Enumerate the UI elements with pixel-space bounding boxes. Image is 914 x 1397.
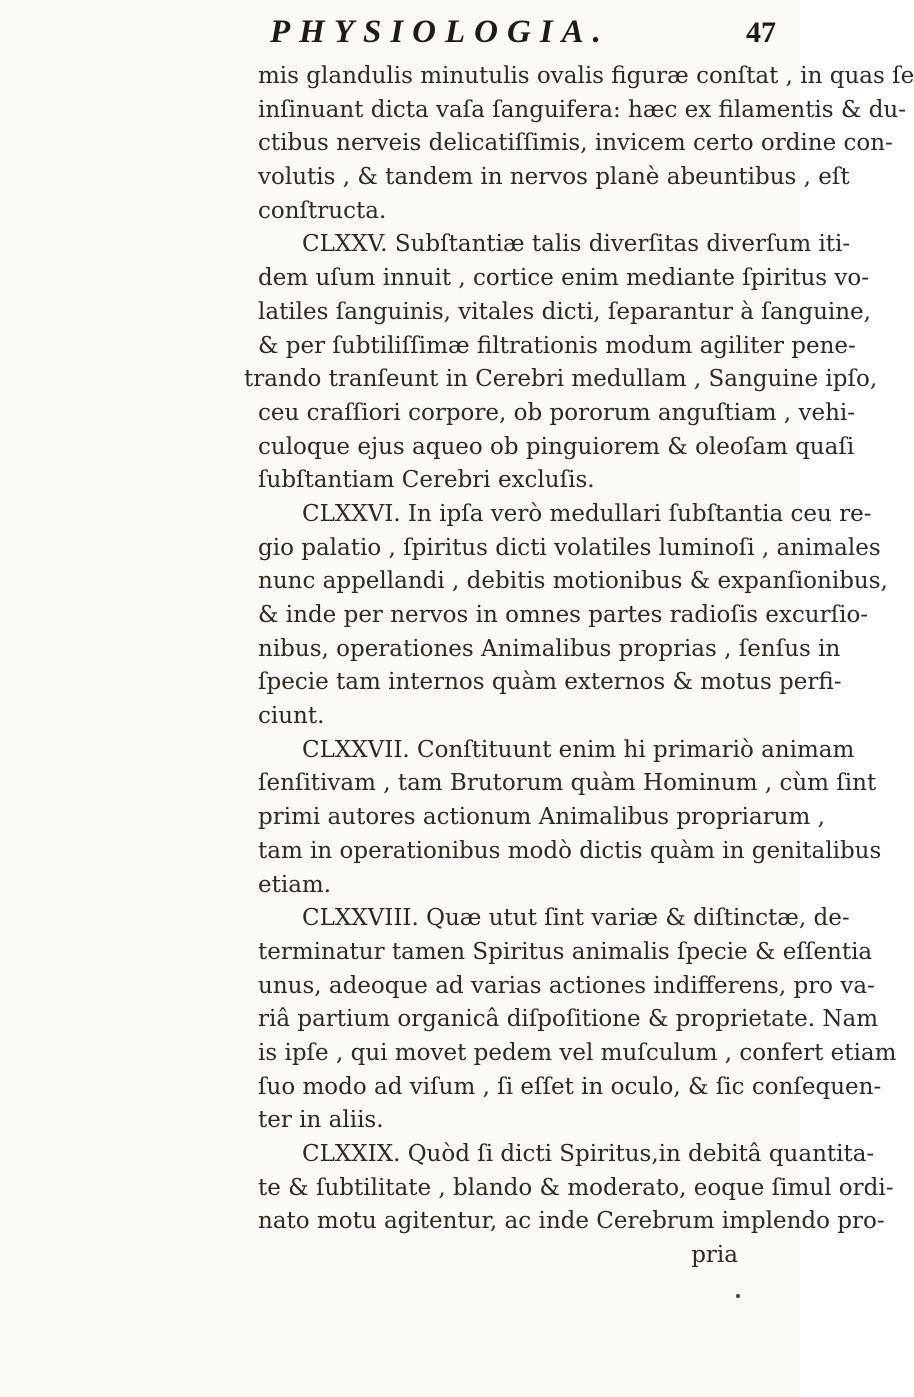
text-line: inſinuant dicta vaſa ſanguifera: hæc ex filamentis & du- [258, 96, 906, 123]
text-line: conſtructa. [258, 197, 387, 224]
page-number: 47 [746, 16, 776, 49]
paragraph-start-clxxv: CLXXV. Subſtantiæ talis diverſitas diverſum iti- [302, 231, 851, 258]
text-line: primi autores actionum Animalibus propriarum , [258, 804, 825, 831]
page-header [270, 14, 790, 54]
text-line: culoque ejus aqueo ob pinguiorem & oleoſam quaſi [258, 433, 855, 460]
text-line: etiam. [258, 871, 332, 898]
text-line: nato motu agitentur, ac inde Cerebrum implendo pro- [258, 1208, 885, 1235]
text-line: trando tranſeunt in Cerebri medullam , Sanguine ipſo, [244, 366, 878, 393]
text-line: dem uſum innuit , cortice enim mediante ſpiritus vo- [258, 265, 869, 292]
text-line: nunc appellandi , debitis motionibus & expanſionibus, [258, 568, 888, 595]
text-line: ceu craſſiori corpore, ob pororum anguſtiam , vehi- [258, 399, 856, 426]
text-line: ciunt. [258, 703, 325, 730]
body-text [244, 60, 914, 1273]
paragraph-start-clxxvi: CLXXVI. In ipſa verò medullari ſubſtantia ceu re- [302, 500, 872, 527]
text-line: te & ſubtilitate , blando & moderato, eoque ſimul ordi- [258, 1174, 894, 1201]
paragraph-start-clxxix: CLXXIX. Quòd ſi dicti Spiritus,in debitâ quantita- [302, 1141, 875, 1167]
text-line: ſenſitivam , tam Brutorum quàm Hominum , cùm ſint [258, 770, 877, 797]
text-line: ſubſtantiam Cerebri excluſis. [258, 467, 595, 494]
text-line: mis glandulis minutulis ovalis figuræ conſtat , in quas ſe [258, 63, 914, 89]
paragraph-start-clxxvii: CLXXVII. Conſtituunt enim hi primariò animam [302, 736, 855, 763]
text-line: terminatur tamen Spiritus animalis ſpecie & eſſentia [258, 938, 873, 965]
text-line: & per ſubtiliſſimæ filtrationis modum agiliter pene- [258, 332, 856, 359]
paragraph-start-clxxviii: CLXXVIII. Quæ utut ſint variæ & diſtinctæ, de- [302, 905, 850, 932]
text-line: nibus, operationes Animalibus proprias , ſenſus in [258, 635, 841, 662]
text-line: tam in operationibus modò dictis quàm in genitalibus [258, 837, 882, 864]
text-line: ſuo modo ad viſum , ſi eſſet in oculo, & ſic conſequen- [258, 1073, 882, 1100]
catchword: pria [691, 1242, 738, 1269]
text-line: is ipſe , qui movet pedem vel muſculum , confert etiam [258, 1039, 897, 1066]
ink-speck-mark [736, 1294, 740, 1298]
text-line: ter in aliis. [258, 1107, 384, 1134]
text-line: unus, adeoque ad varias actiones indifferens, pro va- [258, 972, 875, 999]
text-line: ctibus nerveis delicatiſſimis, invicem certo ordine con- [258, 130, 893, 157]
text-line: riâ partium organicâ diſpoſitione & proprietate. Nam [258, 1006, 879, 1033]
running-title: PHYSIOLOGIA. [270, 14, 610, 50]
text-line: volutis , & tandem in nervos planè abeuntibus , eſt [258, 164, 850, 191]
text-line: latiles ſanguinis, vitales dicti, ſeparantur à ſanguine, [258, 298, 871, 325]
text-line: ſpecie tam internos quàm externos & motus perfi- [258, 669, 842, 696]
text-line: gio palatio , ſpiritus dicti volatiles luminoſi , animales [258, 534, 881, 561]
text-line: & inde per nervos in omnes partes radioſis excurſio- [258, 602, 869, 628]
